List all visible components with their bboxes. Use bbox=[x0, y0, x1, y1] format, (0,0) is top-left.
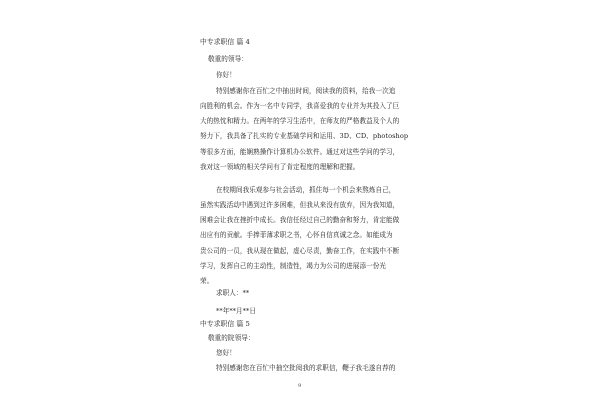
section-4-title: 中专求职信 篇 4 bbox=[200, 38, 250, 46]
paragraph-line: 我对这一领域的相关学问有了肯定程度的理解和把握。 bbox=[200, 163, 360, 171]
paragraph-line: 大的热忱和精力。在两年的学习生活中，在师友的严格教益及个人的 bbox=[200, 117, 400, 125]
section-5-greeting: 您好！ bbox=[216, 349, 236, 357]
paragraph-line: 学习，发挥自己的主动性，制造性，竭力为公司的进展添一份光 bbox=[200, 262, 387, 270]
paragraph-line: 向胜利的机会。作为一名中专同学，我喜爱我的专业并为其投入了巨 bbox=[200, 102, 400, 110]
page-number: 9 bbox=[298, 383, 302, 389]
paragraph-line: 在校期间我乐观参与社会活动，抓住每一个机会来熬炼自己， bbox=[216, 186, 396, 194]
paragraph-line: 虽然实践活动中遇到过许多困难，但我从来没有放弃，因为我知道， bbox=[200, 201, 400, 209]
section-4-greeting: 你好！ bbox=[216, 71, 236, 79]
section-4-salutation: 敬重的领导： bbox=[208, 55, 248, 63]
paragraph-line: 特别感谢您在百忙中抽空批阅我的求职信，鞭子我毛遂自荐的 bbox=[216, 364, 396, 372]
paragraph-line: 困难会让我在挫折中成长。我信任经过自己的勤奋和努力，肯定能做 bbox=[200, 216, 400, 224]
section-5-salutation: 敬重的院领导： bbox=[208, 334, 255, 342]
section-5-title: 中专求职信 篇 5 bbox=[200, 320, 250, 328]
paragraph-line: 贵公司的一员，我从现在做起，虚心尽责，勤奋工作，在实践中不断 bbox=[200, 247, 400, 255]
signer-line: 求职人：** bbox=[216, 289, 250, 297]
date-line: **年**月**日 bbox=[216, 307, 257, 315]
paragraph-line: 努力下，我具备了扎实的专业基础学问和运用、3D、CD、photoshop bbox=[200, 132, 409, 140]
paragraph-line: 出应有的贡献。手捧菲薄求职之书，心怀自信真诚之念。如能成为 bbox=[200, 231, 393, 239]
paragraph-line: 等很多方面，能娴熟操作计算机办公软件。通过对这些学问的学习， bbox=[200, 148, 400, 156]
paragraph-line: 特别感谢你在百忙之中抽出时间，阅读我的资料，给我一次追 bbox=[216, 87, 396, 95]
paragraph-line: 荣。 bbox=[200, 277, 214, 285]
